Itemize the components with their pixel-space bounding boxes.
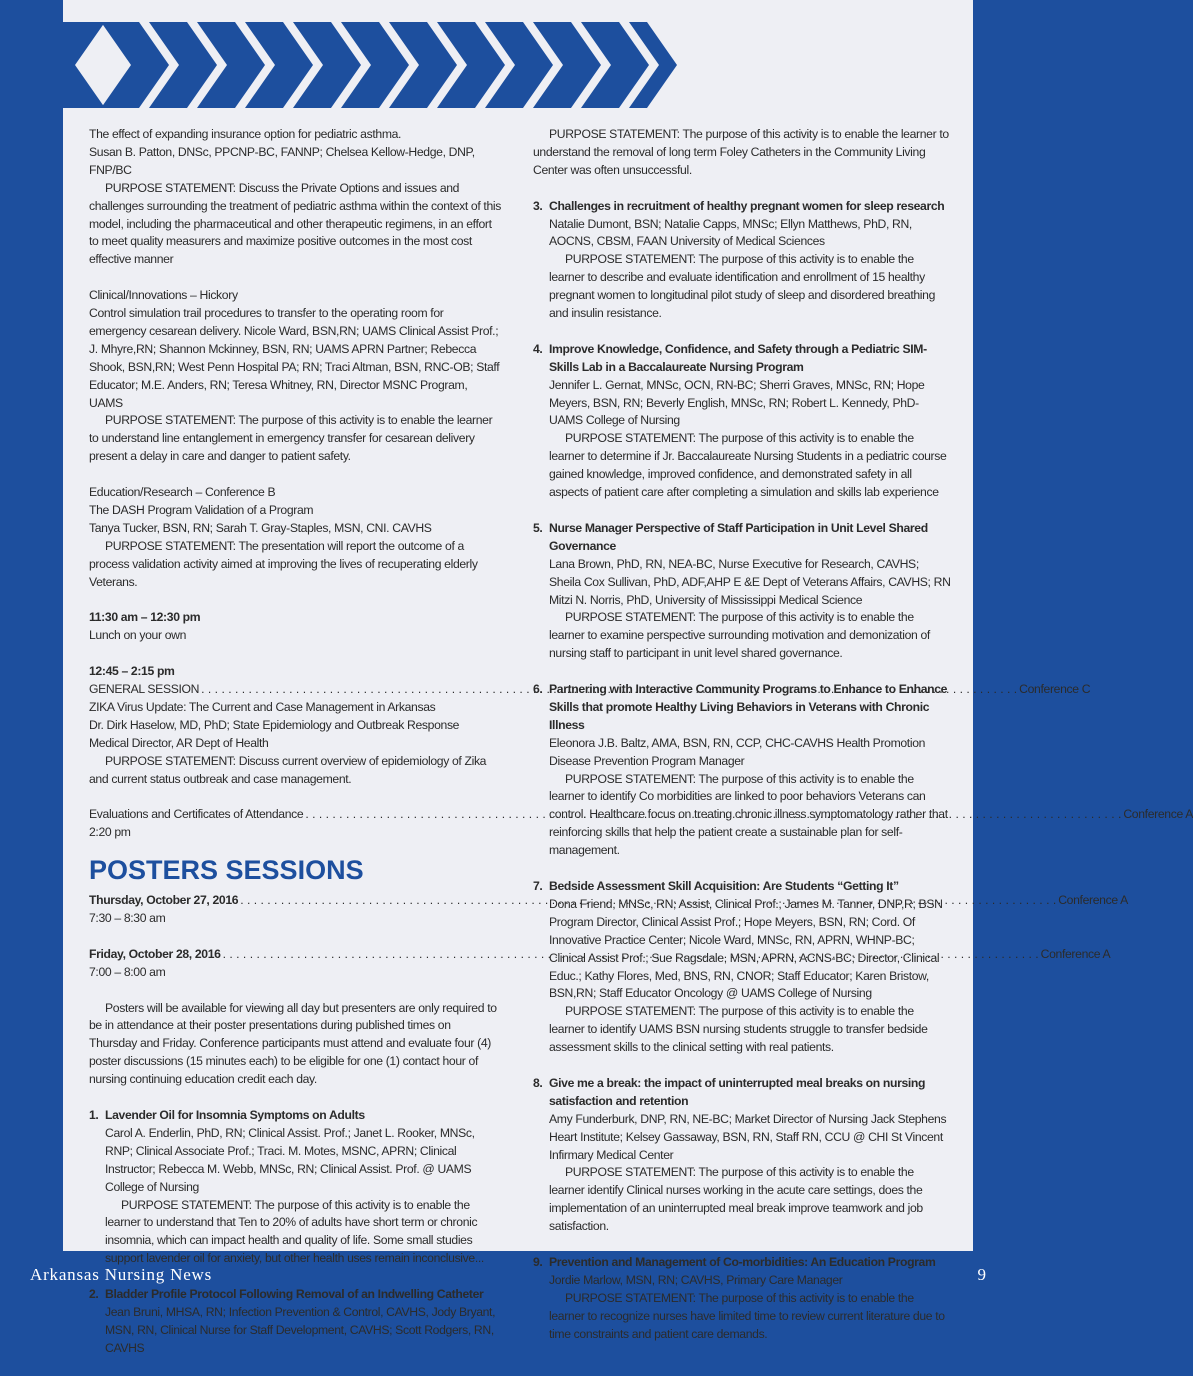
poster-purpose: PURPOSE STATEMENT: The purpose of this activity is to enable the learner to identify Co morbidities are linked to poor behaviors Veterans can control. Healthcare focus on treating chronic illness symptomatology rather that reinforcing skills that help the patient create a sustainable plan for self-management. <box>549 771 948 858</box>
asthma-session <box>89 126 501 269</box>
poster-item <box>533 520 951 663</box>
poster-purpose: PURPOSE STATEMENT: The purpose of this activity is to enable the learner identify Clinical nurses working in the acute care settings, does the implementation of an uninterrupted meal break improve teamwork and job satisfaction. <box>549 1165 923 1234</box>
paragraph: PURPOSE STATEMENT: The purpose of this activity is to enable the learner to understand line entanglement in emergency transfer for cesarean delivery present a delay in care and danger to patient safety. <box>89 413 493 464</box>
poster-purpose: PURPOSE STATEMENT: The purpose of this activity is to enable the learner to describe and evaluate identification and enrollment of 15 healthy pregnant women to longitudinal pilot study of sleep and disordered breathing and insulin resistance. <box>549 252 936 321</box>
posters-heading: POSTERS SESSIONS <box>89 855 364 886</box>
paragraph: Dr. Dirk Haselow, MD, PhD; State Epidemiology and Outbreak Response Medical Director, AR Dept of Health <box>89 717 460 750</box>
poster-item <box>533 341 951 502</box>
zika-session <box>89 699 501 789</box>
thursday-label: Thursday, October 27, 2016 <box>89 893 239 908</box>
thursday-time: 7:30 – 8:30 am <box>89 911 166 926</box>
poster-number: 4. <box>533 341 543 356</box>
general-session-time: 12:45 – 2:15 pm <box>89 664 175 679</box>
poster-purpose: PURPOSE STATEMENT: The purpose of this activity is to enable the learner to understand that Ten to 20% of adults have short term or chronic insomnia, which can impact health and quality of life. Some small studies support lavender oil for anxiety, but other health uses remain inconclusive... <box>105 1197 484 1266</box>
poster-body <box>549 878 951 1057</box>
general-session-line <box>89 681 1091 699</box>
poster-authors: Carol A. Enderlin, PhD, RN; Clinical Assist. Prof.; Janet L. Rooker, MNSc, RNP; Clinical Associate Prof.; Traci. M. Motes, MSNC, APRN; Clinical Instructor; Rebecca M. Webb, MNSc, RN; Clinical Assist. Prof. @ UAMS College of Nursing <box>105 1125 475 1194</box>
paragraph: The effect of expanding insurance option for pediatric asthma. <box>89 127 402 141</box>
poster-number: 2. <box>89 1287 99 1302</box>
clinical-innovations-session <box>89 287 501 466</box>
poster-item <box>89 1286 501 1358</box>
poster-purpose: PURPOSE STATEMENT: The purpose of this activity is to enable the learner to recognize nurses have limited time to review current literature due to time constraints and patient care demands. <box>549 1290 945 1341</box>
poster-number: 1. <box>89 1108 99 1122</box>
poster-authors: Amy Funderburk, DNP, RN, NE-BC; Market Director of Nursing Jack Stephens Heart Institute; Kelsey Gassaway, BSN, RN, Staff RN, CCU @ CHI St Vincent Infirmary Medical Center <box>549 1111 947 1162</box>
poster-number: 5. <box>533 520 543 535</box>
thursday-room: Conference A <box>1058 893 1128 908</box>
education-research-session <box>89 484 501 591</box>
poster-title: Bladder Profile Protocol Following Removal of an Indwelling Catheter <box>105 1287 484 1302</box>
paragraph: PURPOSE STATEMENT: The presentation will report the outcome of a process validation activity aimed at improving the lives of recuperating elderly Veterans. <box>89 538 478 589</box>
poster-body <box>549 520 951 663</box>
evaluations-line <box>89 806 1193 824</box>
poster-number: 3. <box>533 198 543 213</box>
poster-number: 9. <box>533 1254 543 1269</box>
poster-authors: Lana Brown, PhD, RN, NEA-BC, Nurse Executive for Research, CAVHS; Sheila Cox Sullivan, PhD, ADF,AHP E &E Dept of Veterans Affairs, CAVHS; RN Mitzi N. Norris, PhD, University of Mississippi Medical Science <box>549 556 951 607</box>
paragraph: Clinical/Innovations – Hickory <box>89 288 238 303</box>
poster-body <box>105 1286 501 1358</box>
general-session-label: GENERAL SESSION <box>89 682 200 697</box>
item-2-purpose: PURPOSE STATEMENT: The purpose of this activity is to enable the learner to understand the removal of long term Foley Catheters in the Community Living Center was often unsuccessful. <box>533 127 949 177</box>
poster-body <box>105 1107 501 1268</box>
poster-title: Challenges in recruitment of healthy pregnant women for sleep research <box>549 198 945 213</box>
thursday-line <box>89 892 1128 910</box>
poster-title: Improve Knowledge, Confidence, and Safety through a Pediatric SIM-Skills Lab in a Baccalaureate Nursing Program <box>549 341 927 374</box>
poster-body <box>549 198 951 323</box>
poster-list-left <box>89 1107 501 1358</box>
paragraph: The DASH Program Validation of a Program <box>89 503 314 517</box>
paragraph: Susan B. Patton, DNSc, PPCNP-BC, FANNP; Chelsea Kellow-Hedge, DNP, FNP/BC <box>89 144 475 177</box>
friday-line <box>89 946 1111 964</box>
publication-name: Arkansas Nursing News <box>30 1265 213 1284</box>
poster-item <box>533 1254 951 1344</box>
poster-title: Partnering with Interactive Community Programs to Enhance to Enhance Skills that promote Healthy Living Behaviors in Veterans with Chronic Illness <box>549 682 948 732</box>
lunch-time: 11:30 am – 12:30 pm <box>89 610 201 625</box>
friday-label: Friday, October 28, 2016 <box>89 946 221 961</box>
poster-item <box>89 1107 501 1268</box>
paragraph: Education/Research – Conference B <box>89 485 276 500</box>
poster-number: 6. <box>533 682 543 697</box>
poster-authors: Jennifer L. Gernat, MNSc, OCN, RN-BC; Sherri Graves, MNSc, RN; Hope Meyers, BSN, RN; Beverly English, MNSc, RN; Robert L. Kennedy, PhD-UAMS College of Nursing <box>549 377 925 428</box>
paragraph: PURPOSE STATEMENT: Discuss current overview of epidemiology of Zika and current status outbreak and case management. <box>89 753 487 786</box>
paragraph: ZIKA Virus Update: The Current and Case Management in Arkansas <box>89 699 436 714</box>
poster-item <box>533 198 951 323</box>
posters-intro: Posters will be available for viewing all day but presenters are only required to be in attendance at their poster presentations during published times on Thursday and Friday. Conference participants must attend and evaluate four (4) poster discussions (15 minutes each) to be eligible for one (1) contact hour of nursing continuing education credit each day. <box>89 1000 497 1087</box>
poster-number: 7. <box>533 878 543 893</box>
poster-body <box>549 681 951 860</box>
poster-authors: Jordie Marlow, MSN, RN; CAVHS, Primary Care Manager <box>549 1272 843 1287</box>
poster-title: Give me a break: the impact of uninterrupted meal breaks on nursing satisfaction and retention <box>549 1075 926 1108</box>
poster-authors: Dona Friend, MNSc, RN; Assist, Clinical Prof.; James M. Tanner, DNP,R; BSN Program Director, Clinical Assist Prof.; Hope Meyers, BSN, RN; Cord. Of Innovative Practice Center; Nicole Ward, MNSc, RN, APRN, WHNP-BC; Clinical Assist Prof.; Sue Ragsdale, MSN, APRN, ACNS-BC; Director, Clinical Educ.; Kathy Flores, Med, BNS, RN, CNOR; Staff Educator; Karen Bristow, BSN,RN; Staff Educator Oncology @ UAMS College of Nursing <box>549 896 943 1001</box>
lunch-text: Lunch on your own <box>89 628 187 643</box>
poster-body <box>549 1075 951 1236</box>
chevron-banner <box>63 22 683 108</box>
page-number: 9 <box>977 1265 986 1284</box>
friday-time: 7:00 – 8:00 am <box>89 964 166 979</box>
poster-authors: Jean Bruni, MHSA, RN; Infection Prevention & Control, CAVHS, Jody Bryant, MSN, RN, Clinical Nurse for Staff Development, CAVHS; Scott Rodgers, RN, CAVHS <box>105 1304 496 1355</box>
evaluations-time: 2:20 pm <box>89 825 131 840</box>
poster-item <box>533 878 951 1057</box>
poster-purpose: PURPOSE STATEMENT: The purpose of this activity is to enable the learner to examine perspective surrounding motivation and demonization of nursing staff to participant in unit level shared governance. <box>549 610 930 661</box>
paragraph: Control simulation trail procedures to transfer to the operating room for emergency cesarean delivery. Nicole Ward, BSN,RN; UAMS Clinical Assist Prof.; J. Mhyre,RN; Shannon Mckinney, BSN, RN; UAMS APRN Partner; Rebecca Shook, BSN,RN; West Penn Hospital PA; RN; Traci Altman, BSN, RNC-OB; Staff Educator; M.E. Anders, RN; Teresa Whitney, RN, Director MSNC Program, UAMS <box>89 306 500 410</box>
general-session-room: Conference C <box>1019 682 1091 697</box>
poster-item <box>533 681 951 860</box>
poster-title: Prevention and Management of Co-morbidities: An Education Program <box>549 1254 936 1269</box>
poster-purpose: PURPOSE STATEMENT: The purpose of this activity is to enable the learner to identify UAMS BSN nursing students struggle to transfer bedside assessment skills to the clinical setting with real patients. <box>549 1004 928 1055</box>
poster-item <box>533 1075 951 1236</box>
poster-authors: Natalie Dumont, BSN; Natalie Capps, MNSc; Ellyn Matthews, PhD, RN, AOCNS, CBSM, FAAN University of Medical Sciences <box>549 216 912 249</box>
poster-purpose: PURPOSE STATEMENT: The purpose of this activity is to enable the learner to determine if Jr. Baccalaureate Nursing Students in a pediatric course gained knowledge, improved confidence, and demonstrated safety in all aspects of patient care after completing a simulation and skills lab experience <box>549 431 947 500</box>
paragraph: PURPOSE STATEMENT: Discuss the Private Options and issues and challenges surrounding the treatment of pediatric asthma within the context of this model, including the pharmaceutical and other therapeutic regimens, in an effort to meet quality measurers and maximize positive outcomes in the most cost effective manner <box>89 180 501 267</box>
chevron-shape <box>63 22 105 108</box>
evaluations-label: Evaluations and Certificates of Attendance <box>89 807 304 822</box>
friday-room: Conference A <box>1040 946 1111 961</box>
poster-list-right <box>533 198 951 1344</box>
poster-authors: Eleonora J.B. Baltz, AMA, BSN, RN, CCP, CHC-CAVHS Health Promotion Disease Prevention Program Manager <box>549 735 926 768</box>
poster-number: 8. <box>533 1075 543 1090</box>
paragraph: Tanya Tucker, BSN, RN; Sarah T. Gray-Staples, MSN, CNI. CAVHS <box>89 520 432 535</box>
poster-body <box>549 1254 951 1344</box>
poster-title: Lavender Oil for Insomnia Symptoms on Adults <box>105 1108 365 1122</box>
right-column <box>533 126 951 1361</box>
poster-title: Nurse Manager Perspective of Staff Participation in Unit Level Shared Governance <box>549 520 928 553</box>
evaluations-room: Conference A <box>1123 807 1193 822</box>
poster-body <box>549 341 951 502</box>
poster-title: Bedside Assessment Skill Acquisition: Are Students “Getting It” <box>549 878 899 893</box>
